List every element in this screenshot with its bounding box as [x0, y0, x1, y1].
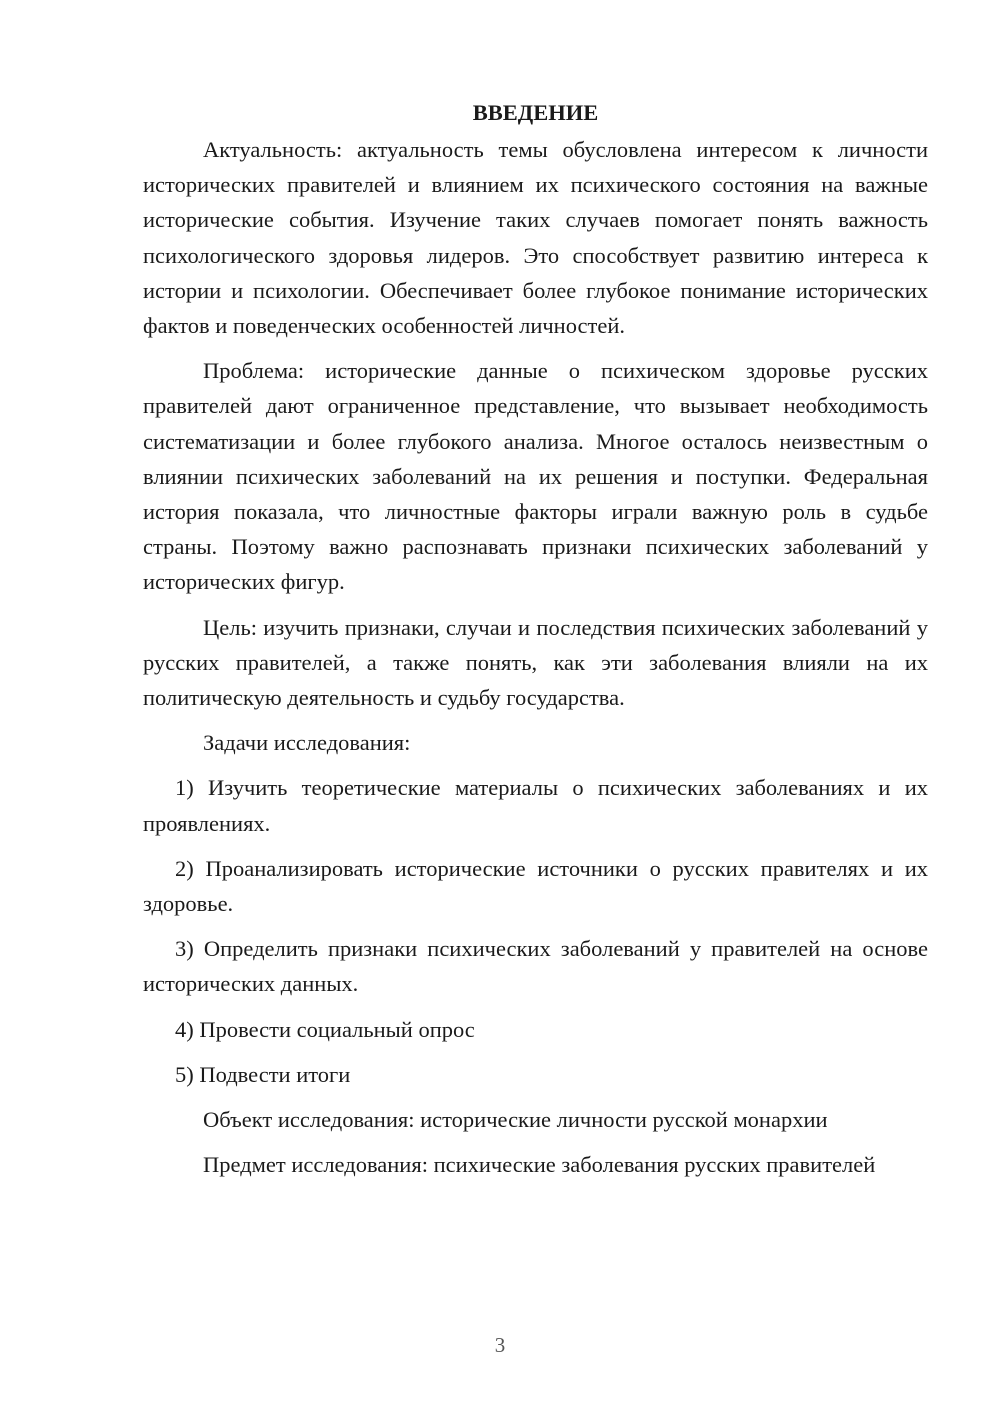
paragraph-goal: Цель: изучить признаки, случаи и последствия психических заболеваний у русских правителей, а также понять, как эти заболевания влияли на их политическую деятельность и судьбу государства.	[143, 614, 928, 711]
task-item-3: 3) Определить признаки психических заболеваний у правителей на основе исторических данных.	[143, 936, 928, 997]
page-number: 3	[494, 1333, 506, 1357]
document-title: ВВЕДЕНИЕ	[472, 100, 599, 125]
paragraph-problem: Проблема: исторические данные о психическом здоровье русских правителей дают ограниченное представление, что вызывает необходимость систематизации и более глубокого анализа. Многое осталось неизвестным о влиянии психических заболеваний на их решения и поступки. Федеральная история показала, что личностные факторы играли важную роль в судьбе страны. Поэтому важно распознавать признаки психических заболеваний у исторических фигур.	[143, 358, 928, 595]
tasks-heading: Задачи исследования:	[203, 730, 411, 756]
document-page	[143, 95, 928, 1192]
paragraph-object: Объект исследования: исторические личности русской монархии	[203, 1107, 828, 1133]
task-item-1: 1) Изучить теоретические материалы о психических заболеваниях и их проявлениях.	[143, 775, 928, 836]
paragraph-subject: Предмет исследования: психические заболевания русских правителей	[203, 1152, 876, 1178]
task-item-2: 2) Проанализировать исторические источники о русских правителях и их здоровье.	[143, 855, 928, 917]
task-item-4: 4) Провести социальный опрос	[175, 1016, 475, 1042]
paragraph-relevance: Актуальность: актуальность темы обусловлена интересом к личности исторических правителей и влиянием их психического состояния на важные исторические события. Изучение таких случаев помогает понять важность психологического здоровья лидеров. Это способствует развитию интереса к истории и психологии. Обеспечивает более глубокое понимание исторических фактов и поведенческих особенностей личностей.	[143, 137, 928, 339]
task-item-5: 5) Подвести итоги	[175, 1061, 351, 1087]
